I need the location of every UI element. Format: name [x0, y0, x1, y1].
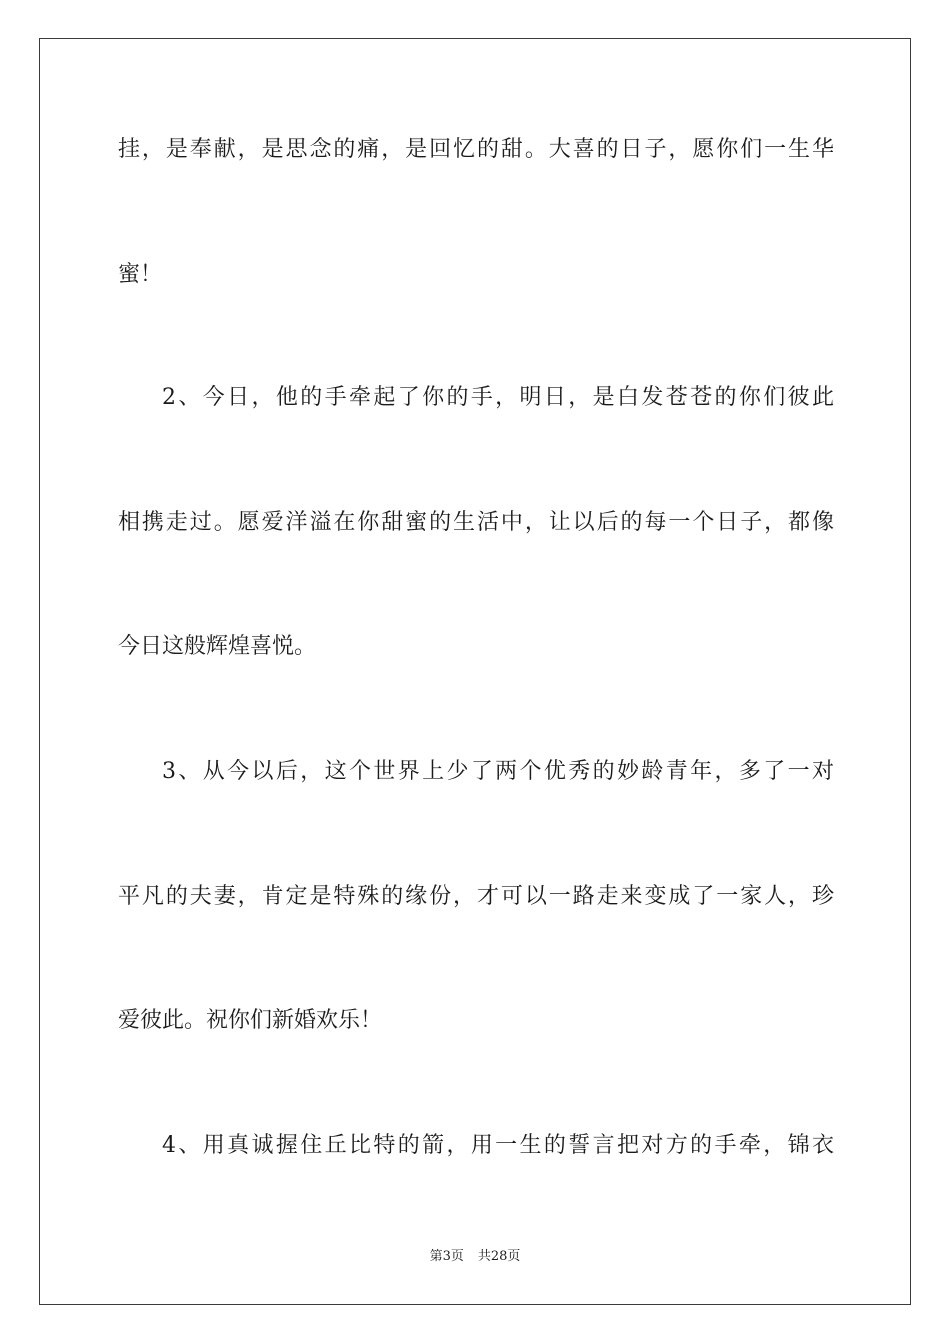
text-line: 爱彼此。祝你们新婚欢乐！	[118, 1008, 383, 1033]
paragraph-2-start: 2、今日，他的手牵起了你的手，明日，是白发苍苍的你们彼此	[162, 385, 834, 410]
text-line: 平凡的夫妻，肯定是特殊的缘份，才可以一路走来变成了一家人，珍	[118, 884, 834, 909]
page-border	[39, 38, 911, 1305]
text-line: 今日这般辉煌喜悦。	[118, 634, 317, 659]
page-footer	[0, 1248, 950, 1266]
text-line: 相携走过。愿爱洋溢在你甜蜜的生活中，让以后的每一个日子，都像	[118, 510, 834, 535]
text-line: 蜜！	[118, 262, 163, 287]
page-total: 共28页	[477, 1249, 521, 1264]
paragraph-4-start: 4、用真诚握住丘比特的箭，用一生的誓言把对方的手牵，锦衣	[162, 1133, 834, 1158]
paragraph-3-start: 3、从今以后，这个世界上少了两个优秀的妙龄青年，多了一对	[162, 759, 834, 784]
text-line: 挂，是奉献，是思念的痛，是回忆的甜。大喜的日子，愿你们一生华	[118, 137, 834, 162]
page-number: 第3页	[429, 1249, 464, 1264]
